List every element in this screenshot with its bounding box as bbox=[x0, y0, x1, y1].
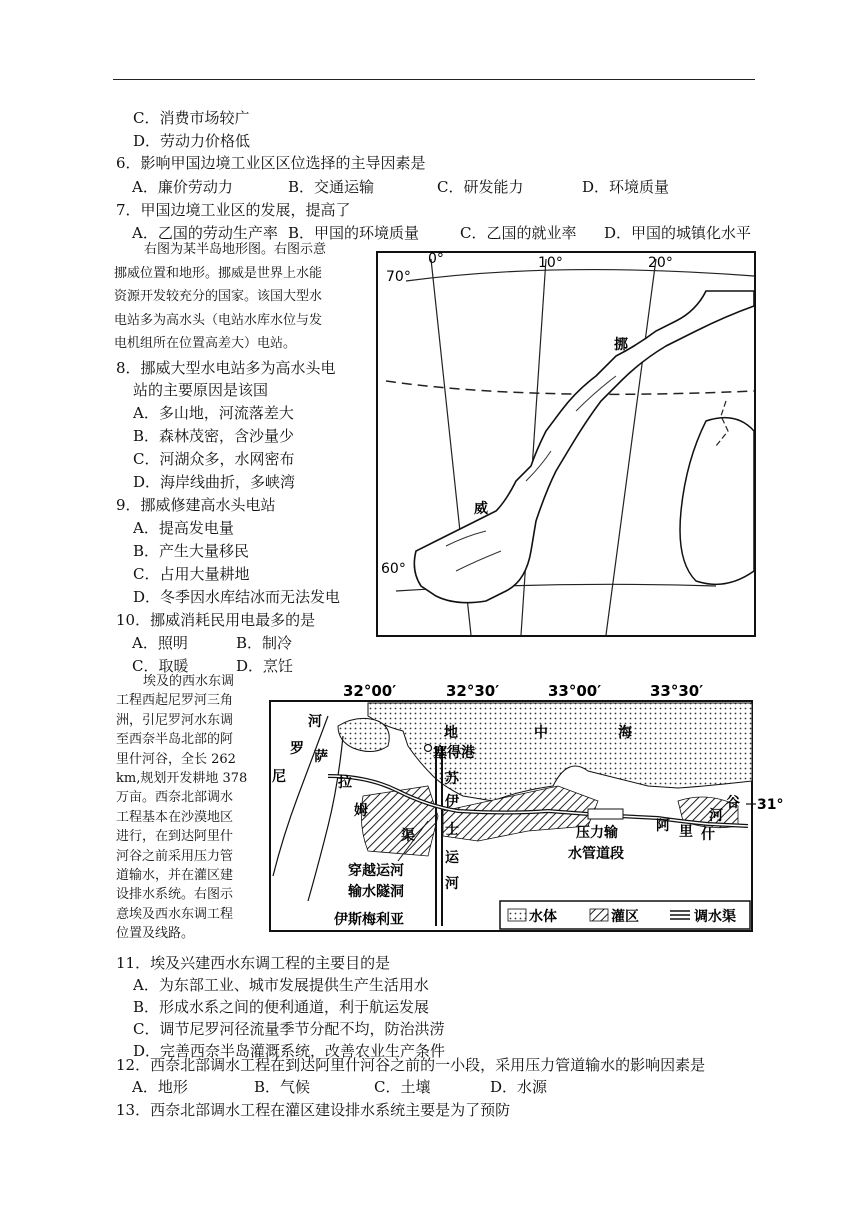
intro-line: 电机组所在位置高差大）电站。 bbox=[114, 336, 297, 351]
lat-label: 31° bbox=[757, 797, 784, 813]
sea-label: 海 bbox=[618, 725, 632, 741]
port-label: 塞得港 bbox=[433, 745, 475, 761]
q9-option: A．提高发电量 bbox=[133, 519, 234, 537]
intro-line: 挪威位置和地形。挪威是世界上水能 bbox=[114, 265, 323, 281]
lon-label: 33°30′ bbox=[650, 682, 704, 700]
q9-option: C．占用大量耕地 bbox=[133, 565, 250, 583]
egypt-intro bbox=[116, 672, 266, 944]
intro-line: 设排水系统。右图示 bbox=[116, 887, 234, 903]
intro-line: km,规划开发耕地 378 bbox=[116, 771, 248, 787]
canal-label: 苏 bbox=[445, 771, 459, 787]
q11-option: A．为东部工业、城市发展提供生产生活用水 bbox=[133, 976, 429, 994]
lon-label: 32°00′ bbox=[343, 682, 397, 700]
intro-line: 工程西起尼罗河三角 bbox=[116, 693, 234, 709]
question-8: 8．挪威大型水电站多为高水头电 bbox=[116, 359, 336, 377]
q10-option: D．烹饪 bbox=[236, 657, 294, 675]
channel-label: 萨 bbox=[314, 749, 328, 765]
q12-option: D．水源 bbox=[490, 1078, 548, 1096]
q8-option: C．河湖众多，水网密布 bbox=[133, 450, 295, 468]
channel-label: 拉 bbox=[338, 775, 352, 791]
question-10: 10．挪威消耗民用电最多的是 bbox=[116, 611, 316, 629]
intro-line: 河谷之前采用压力管 bbox=[116, 848, 234, 864]
intro-line: 万亩。西奈北部调水 bbox=[116, 790, 234, 806]
intro-line: 洲，引尼罗河水东调 bbox=[116, 712, 234, 728]
intro-line: 资源开发较充分的国家。该国大型水 bbox=[114, 289, 323, 304]
pipe-section bbox=[588, 809, 623, 819]
arish-label: 里 bbox=[679, 824, 693, 840]
q6-option: A．廉价劳动力 bbox=[132, 178, 233, 196]
lat-label: 70° bbox=[386, 269, 411, 285]
q9-option: B．产生大量移民 bbox=[133, 542, 250, 560]
city-label: 伊斯梅利亚 bbox=[334, 912, 404, 928]
arish-label: 什 bbox=[701, 827, 715, 843]
q7-option: B．甲国的环境质量 bbox=[288, 224, 420, 242]
q10-option: B．制冷 bbox=[236, 634, 293, 652]
intro-line: 工程基本在沙漠地区 bbox=[116, 809, 234, 825]
canal-label: 运 bbox=[445, 850, 459, 866]
tunnel-label: 穿越运河 bbox=[348, 863, 404, 879]
lon-label: 33°00′ bbox=[548, 682, 602, 700]
q5-option-c: C．消费市场较广 bbox=[133, 109, 250, 127]
canal-label: 士 bbox=[445, 822, 459, 838]
question-7: 7．甲国边境工业区的发展，提高了 bbox=[116, 201, 351, 219]
q6-option: C．研发能力 bbox=[437, 178, 524, 196]
pipe-label: 水管道段 bbox=[568, 846, 624, 862]
sea-label: 中 bbox=[534, 725, 548, 741]
q10-option: C．取暖 bbox=[132, 657, 189, 675]
intro-line: 位置及线路。 bbox=[116, 926, 195, 942]
q7-option: A．乙国的劳动生产率 bbox=[132, 224, 278, 242]
norway-map bbox=[376, 251, 756, 637]
question-12: 12．西奈北部调水工程在到达阿里什河谷之前的一小段，采用压力管道输水的影响因素是 bbox=[116, 1056, 706, 1074]
header-rule bbox=[113, 79, 755, 80]
q12-option: C．土壤 bbox=[374, 1078, 431, 1096]
q7-option: C．乙国的就业率 bbox=[460, 224, 577, 242]
question-8-cont: 站的主要原因是该国 bbox=[133, 381, 269, 399]
intro-line: 电站多为高水头（电站水库水位与发 bbox=[114, 312, 323, 328]
q11-option: D．完善西奈半岛灌溉系统，改善农业生产条件 bbox=[133, 1042, 446, 1060]
q12-option: B．气候 bbox=[254, 1078, 311, 1096]
channel-label: 渠 bbox=[401, 828, 415, 844]
arish-label: 谷 bbox=[726, 795, 740, 811]
q12-option: A．地形 bbox=[132, 1078, 188, 1096]
lon-label: 10° bbox=[538, 255, 563, 271]
q8-option: A．多山地，河流落差大 bbox=[133, 404, 294, 422]
lon-label: 0° bbox=[428, 251, 444, 267]
arish-label: 河 bbox=[709, 808, 723, 824]
canal-label: 伊 bbox=[445, 794, 459, 810]
q8-option: B．森林茂密，含沙量少 bbox=[133, 427, 295, 445]
river-label: 罗 bbox=[290, 741, 304, 757]
place-label-wei: 威 bbox=[474, 501, 488, 517]
question-13: 13．西奈北部调水工程在灌区建设排水系统主要是为了预防 bbox=[116, 1101, 511, 1119]
irrigated-area-west bbox=[361, 786, 438, 856]
q11-option: C．调节尼罗河径流量季节分配不均，防治洪涝 bbox=[133, 1020, 445, 1038]
lat-label: 60° bbox=[381, 561, 406, 577]
intro-line: 意埃及西水东调工程 bbox=[116, 906, 234, 922]
canal-label: 河 bbox=[445, 876, 459, 892]
legend-label: 灌区 bbox=[611, 909, 639, 925]
legend-label: 调水渠 bbox=[694, 909, 736, 925]
egypt-map bbox=[268, 676, 788, 936]
river-label: 河 bbox=[308, 714, 322, 730]
pipe-label: 压力输 bbox=[576, 825, 618, 841]
intro-line: 道输水，并在灌区建 bbox=[116, 868, 234, 884]
legend-swatch-irrigation bbox=[590, 909, 608, 921]
q8-option: D．海岸线曲折，多峡湾 bbox=[133, 473, 296, 491]
lon-label: 32°30′ bbox=[446, 682, 500, 700]
intro-line: 里什河谷，全长 262 bbox=[116, 751, 236, 767]
legend-label: 水体 bbox=[529, 909, 557, 925]
norway-intro bbox=[114, 238, 376, 356]
question-11: 11．埃及兴建西水东调工程的主要目的是 bbox=[116, 954, 391, 972]
lon-label: 20° bbox=[648, 255, 673, 271]
arish-label: 阿 bbox=[656, 818, 670, 834]
intro-line: 至西奈半岛北部的阿 bbox=[116, 732, 234, 748]
q6-option: D．环境质量 bbox=[582, 178, 670, 196]
question-6: 6．影响甲国边境工业区区位选择的主导因素是 bbox=[116, 154, 426, 172]
intro-line: 右图为某半岛地形图。右图示意 bbox=[144, 242, 327, 257]
intro-line: 埃及的西水东调 bbox=[143, 674, 235, 689]
sea-label: 地 bbox=[444, 725, 458, 741]
q7-option: D．甲国的城镇化水平 bbox=[604, 224, 752, 242]
q10-option: A．照明 bbox=[132, 634, 188, 652]
place-label-no: 挪 bbox=[614, 337, 628, 353]
port-marker bbox=[425, 745, 432, 752]
q5-option-d: D．劳动力价格低 bbox=[133, 132, 251, 150]
q11-option: B．形成水系之间的便利通道，利于航运发展 bbox=[133, 998, 430, 1016]
intro-line: 进行，在到达阿里什 bbox=[116, 829, 234, 845]
q6-option: B．交通运输 bbox=[288, 178, 375, 196]
q9-option: D．冬季因水库结冰而无法发电 bbox=[133, 588, 341, 606]
river-label: 尼 bbox=[272, 769, 286, 785]
legend-swatch-water bbox=[508, 909, 526, 921]
channel-label: 姆 bbox=[354, 803, 368, 819]
question-9: 9．挪威修建高水头电站 bbox=[116, 496, 276, 514]
tunnel-label: 输水隧洞 bbox=[348, 884, 404, 900]
